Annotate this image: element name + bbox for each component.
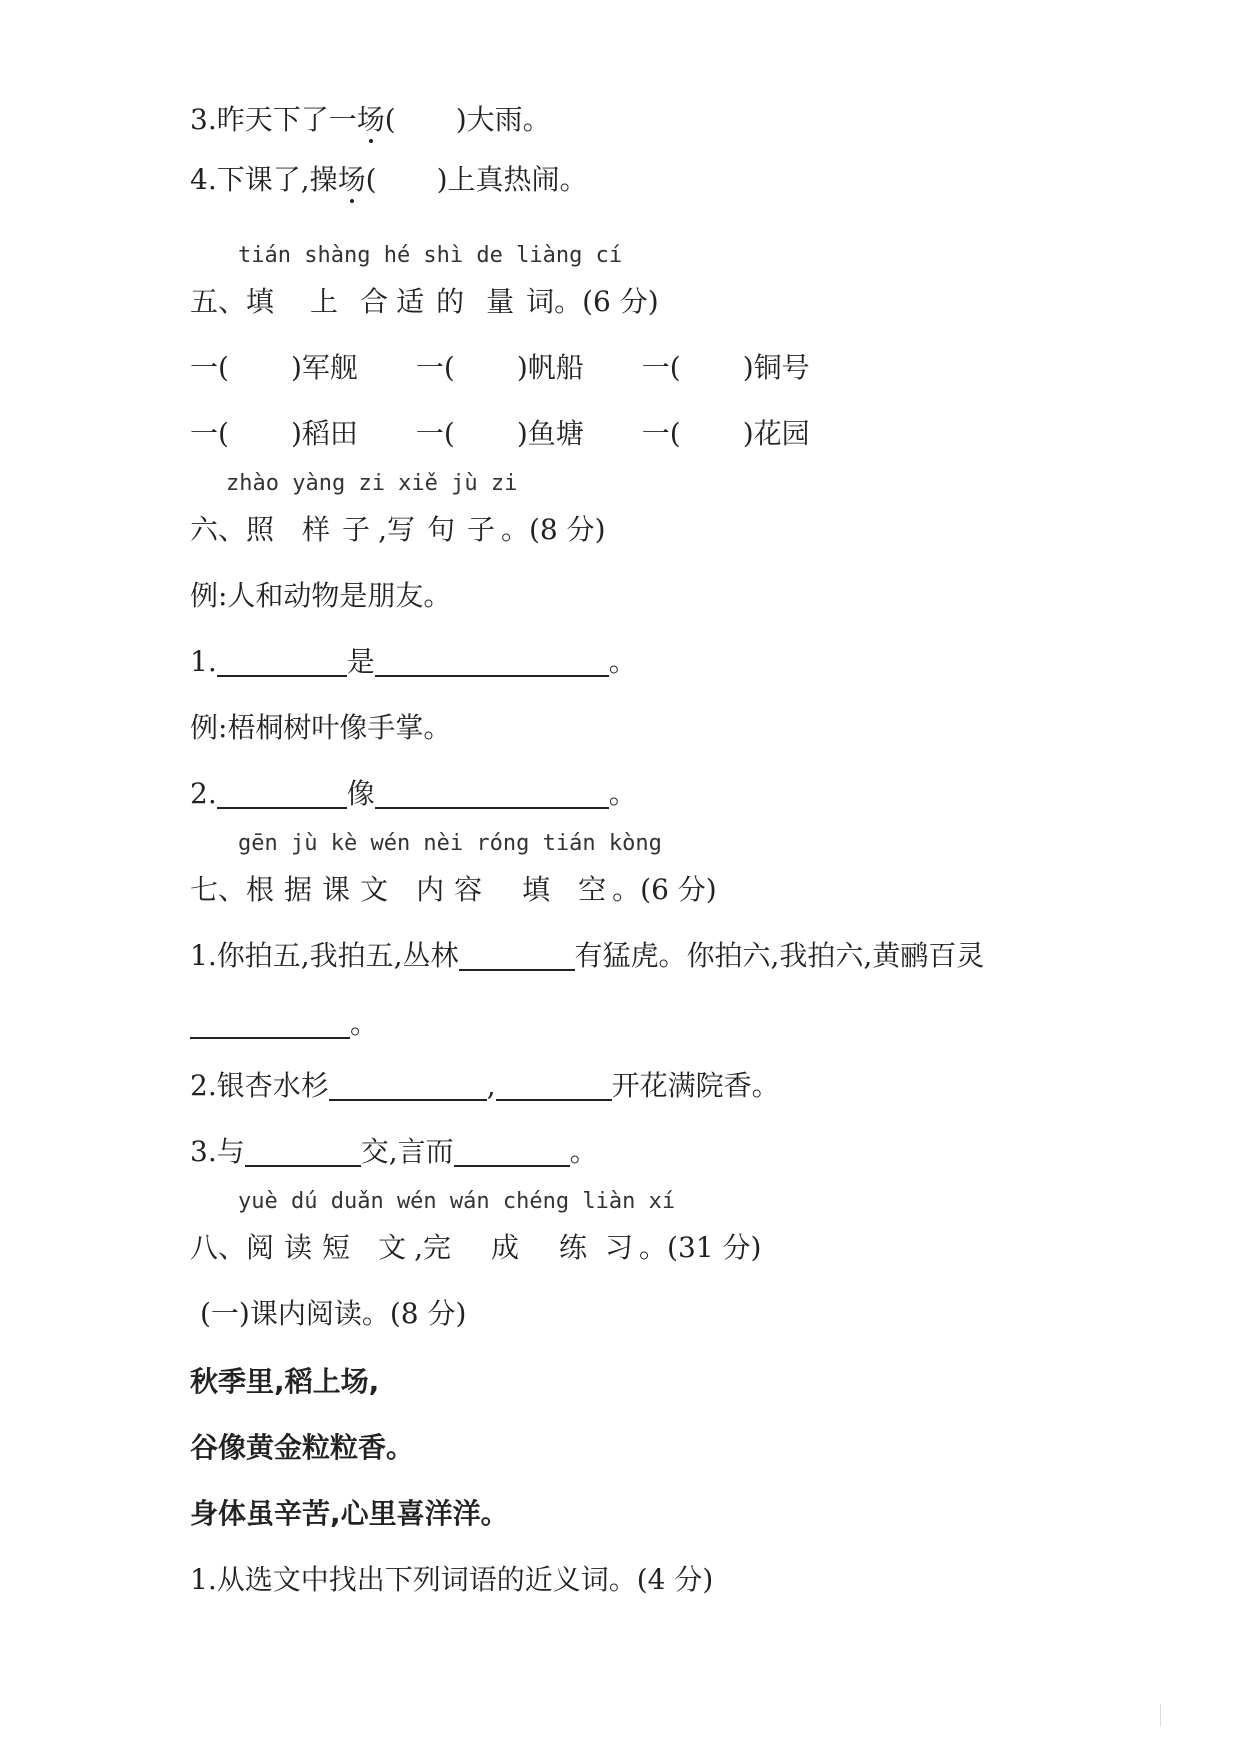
sec7-pinyin: gēn jù kè wén nèi róng tián kòng xyxy=(238,831,662,856)
poem-line-2: 谷像黄金粒粒香。 xyxy=(190,1431,415,1464)
sec6-example-2: 例:梧桐树叶像手掌。 xyxy=(190,711,452,744)
blank xyxy=(454,1135,570,1167)
blank xyxy=(496,1069,612,1101)
sec6-item-2: 2. 像 。 xyxy=(190,777,637,810)
sec5-row-2: 一( )稻田 一( )鱼塘 一( )花园 xyxy=(190,417,810,450)
blank xyxy=(329,1069,487,1101)
sec6-example-1: 例:人和动物是朋友。 xyxy=(190,579,452,612)
sec6-pinyin: zhào yàng zi xiě jù zi xyxy=(226,471,518,496)
q4-item-3: 3.昨天下了一场( )大雨。 xyxy=(190,100,551,140)
sec5-pinyin: tián shàng hé shì de liàng cí xyxy=(238,243,623,268)
sec8-heading: 八、阅 读 短 文 ,完 成 练 习 。(31 分) xyxy=(190,1231,762,1264)
blank xyxy=(217,645,347,677)
blank xyxy=(459,939,575,971)
sec7-item-1: 1.你拍五,我拍五,丛林 有猛虎。你拍六,我拍六,黄鹂百灵 xyxy=(190,939,985,972)
blank xyxy=(375,777,609,809)
blank xyxy=(190,1007,350,1039)
blank xyxy=(245,1135,361,1167)
sec7-item-2: 2.银杏水杉 , 开花满院香。 xyxy=(190,1069,780,1102)
sec7-item-3: 3.与 交,言而 。 xyxy=(190,1135,598,1168)
blank xyxy=(217,777,347,809)
poem-line-3: 身体虽辛苦,心里喜洋洋。 xyxy=(190,1497,509,1530)
scan-mark xyxy=(1160,1704,1161,1726)
sec5-row-1: 一( )军舰 一( )帆船 一( )铜号 xyxy=(190,351,810,384)
poem-line-1: 秋季里,稻上场, xyxy=(190,1365,380,1398)
q4-item-4: 4.下课了,操场( )上真热闹。 xyxy=(190,160,588,200)
sec5-heading: 五、填 上 合 适 的 量 词。(6 分) xyxy=(190,285,659,318)
sec8-pinyin: yuè dú duǎn wén wán chéng liàn xí xyxy=(238,1189,676,1214)
blank xyxy=(375,645,609,677)
sec7-heading: 七、根 据 课 文 内 容 填 空 。(6 分) xyxy=(190,873,717,906)
sec8-subheading: (一)课内阅读。(8 分) xyxy=(200,1297,467,1330)
sec8-question-1: 1.从选文中找出下列词语的近义词。(4 分) xyxy=(190,1563,714,1596)
sec6-heading: 六、照 样 子 ,写 句 子 。(8 分) xyxy=(190,513,606,546)
sec6-item-1: 1. 是 。 xyxy=(190,645,637,678)
sec7-item-1-cont: 。 xyxy=(190,1004,378,1044)
